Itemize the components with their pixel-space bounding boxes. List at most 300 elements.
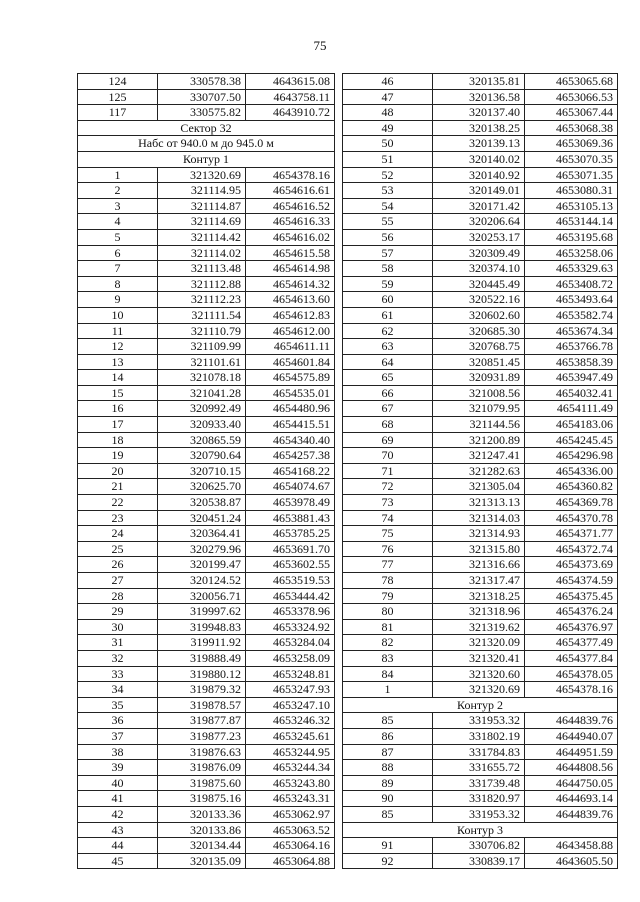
y-coordinate-cell: 4653245.61 — [246, 728, 335, 744]
x-coordinate-cell: 320710.15 — [158, 463, 246, 479]
y-coordinate-cell: 4653766.78 — [525, 339, 618, 355]
table-row — [343, 541, 618, 557]
point-number-cell: 7 — [78, 261, 158, 277]
y-coordinate-cell: 4653329.63 — [525, 261, 618, 277]
y-coordinate-cell: 4643605.50 — [525, 853, 618, 869]
table-row — [78, 198, 335, 214]
table-row — [78, 105, 335, 121]
x-coordinate-cell: 320206.64 — [433, 214, 525, 230]
table-row — [78, 261, 335, 277]
x-coordinate-cell: 321008.56 — [433, 385, 525, 401]
y-coordinate-cell: 4654616.52 — [246, 198, 335, 214]
table-row — [343, 666, 618, 682]
point-number-cell: 76 — [343, 541, 433, 557]
x-coordinate-cell: 331655.72 — [433, 760, 525, 776]
y-coordinate-cell: 4654616.33 — [246, 214, 335, 230]
y-coordinate-cell: 4644808.56 — [525, 760, 618, 776]
table-row — [343, 728, 618, 744]
point-number-cell: 63 — [343, 339, 433, 355]
x-coordinate-cell: 320625.70 — [158, 479, 246, 495]
y-coordinate-cell: 4653064.16 — [246, 838, 335, 854]
x-coordinate-cell: 321114.95 — [158, 183, 246, 199]
table-row — [78, 167, 335, 183]
x-coordinate-cell: 320149.01 — [433, 183, 525, 199]
table-row — [343, 245, 618, 261]
y-coordinate-cell: 4653243.80 — [246, 775, 335, 791]
section-header: Контур 1 — [78, 151, 335, 167]
x-coordinate-cell: 321320.60 — [433, 666, 525, 682]
table-row — [78, 697, 335, 713]
table-row — [78, 495, 335, 511]
x-coordinate-cell: 320133.36 — [158, 806, 246, 822]
table-row — [343, 775, 618, 791]
y-coordinate-cell: 4654601.84 — [246, 354, 335, 370]
x-coordinate-cell: 320171.42 — [433, 198, 525, 214]
table-row — [78, 541, 335, 557]
point-number-cell: 21 — [78, 479, 158, 495]
point-number-cell: 27 — [78, 573, 158, 589]
point-number-cell: 85 — [343, 713, 433, 729]
point-number-cell: 4 — [78, 214, 158, 230]
x-coordinate-cell: 321320.41 — [433, 650, 525, 666]
y-coordinate-cell: 4653062.97 — [246, 806, 335, 822]
section-header-row — [343, 822, 618, 838]
section-header: Набс от 940.0 м до 945.0 м — [78, 136, 335, 152]
y-coordinate-cell: 4653071.35 — [525, 167, 618, 183]
x-coordinate-cell: 319876.63 — [158, 744, 246, 760]
y-coordinate-cell: 4644839.76 — [525, 713, 618, 729]
point-number-cell: 58 — [343, 261, 433, 277]
x-coordinate-cell: 320364.41 — [158, 526, 246, 542]
y-coordinate-cell: 4653602.55 — [246, 557, 335, 573]
x-coordinate-cell: 320931.89 — [433, 370, 525, 386]
table-row — [343, 791, 618, 807]
point-number-cell: 29 — [78, 604, 158, 620]
y-coordinate-cell: 4654613.60 — [246, 292, 335, 308]
section-header: Контур 3 — [343, 822, 618, 838]
x-coordinate-cell: 321041.28 — [158, 385, 246, 401]
point-number-cell: 26 — [78, 557, 158, 573]
table-row — [343, 370, 618, 386]
table-row — [343, 167, 618, 183]
x-coordinate-cell: 320137.40 — [433, 105, 525, 121]
y-coordinate-cell: 4653065.68 — [525, 74, 618, 90]
point-number-cell: 33 — [78, 666, 158, 682]
x-coordinate-cell: 330707.50 — [158, 89, 246, 105]
table-row — [78, 354, 335, 370]
point-number-cell: 23 — [78, 510, 158, 526]
table-row — [343, 573, 618, 589]
table-row — [343, 510, 618, 526]
x-coordinate-cell: 320865.59 — [158, 432, 246, 448]
y-coordinate-cell: 4653247.10 — [246, 697, 335, 713]
point-number-cell: 10 — [78, 307, 158, 323]
point-number-cell: 77 — [343, 557, 433, 573]
table-row — [78, 245, 335, 261]
point-number-cell: 52 — [343, 167, 433, 183]
point-number-cell: 55 — [343, 214, 433, 230]
y-coordinate-cell: 4653582.74 — [525, 307, 618, 323]
point-number-cell: 78 — [343, 573, 433, 589]
y-coordinate-cell: 4654376.97 — [525, 619, 618, 635]
table-row — [78, 432, 335, 448]
x-coordinate-cell: 321316.66 — [433, 557, 525, 573]
y-coordinate-cell: 4653243.31 — [246, 791, 335, 807]
point-number-cell: 31 — [78, 635, 158, 651]
table-row — [343, 401, 618, 417]
point-number-cell: 48 — [343, 105, 433, 121]
x-coordinate-cell: 320124.52 — [158, 573, 246, 589]
x-coordinate-cell: 320374.10 — [433, 261, 525, 277]
point-number-cell: 50 — [343, 136, 433, 152]
y-coordinate-cell: 4654371.77 — [525, 526, 618, 542]
x-coordinate-cell: 319875.16 — [158, 791, 246, 807]
y-coordinate-cell: 4654575.89 — [246, 370, 335, 386]
point-number-cell: 117 — [78, 105, 158, 121]
point-number-cell: 47 — [343, 89, 433, 105]
y-coordinate-cell: 4653080.31 — [525, 183, 618, 199]
table-row — [78, 588, 335, 604]
y-coordinate-cell: 4653324.92 — [246, 619, 335, 635]
x-coordinate-cell: 321144.56 — [433, 417, 525, 433]
x-coordinate-cell: 330575.82 — [158, 105, 246, 121]
y-coordinate-cell: 4654611.11 — [246, 339, 335, 355]
table-row — [343, 136, 618, 152]
section-header-row — [343, 697, 618, 713]
y-coordinate-cell: 4654612.83 — [246, 307, 335, 323]
point-number-cell: 1 — [343, 682, 433, 698]
x-coordinate-cell: 320933.40 — [158, 417, 246, 433]
x-coordinate-cell: 320851.45 — [433, 354, 525, 370]
y-coordinate-cell: 4654377.84 — [525, 650, 618, 666]
point-number-cell: 87 — [343, 744, 433, 760]
point-number-cell: 67 — [343, 401, 433, 417]
point-number-cell: 3 — [78, 198, 158, 214]
y-coordinate-cell: 4653978.49 — [246, 495, 335, 511]
x-coordinate-cell: 321318.96 — [433, 604, 525, 620]
y-coordinate-cell: 4654372.74 — [525, 541, 618, 557]
point-number-cell: 71 — [343, 463, 433, 479]
x-coordinate-cell: 321114.69 — [158, 214, 246, 230]
point-number-cell: 89 — [343, 775, 433, 791]
point-number-cell: 91 — [343, 838, 433, 854]
y-coordinate-cell: 4654616.02 — [246, 229, 335, 245]
point-number-cell: 56 — [343, 229, 433, 245]
point-number-cell: 72 — [343, 479, 433, 495]
y-coordinate-cell: 4654535.01 — [246, 385, 335, 401]
y-coordinate-cell: 4654378.05 — [525, 666, 618, 682]
table-row — [78, 526, 335, 542]
point-number-cell: 83 — [343, 650, 433, 666]
table-row — [343, 354, 618, 370]
x-coordinate-cell: 319880.12 — [158, 666, 246, 682]
table-row — [343, 198, 618, 214]
x-coordinate-cell: 321320.69 — [433, 682, 525, 698]
table-row — [78, 89, 335, 105]
table-row — [343, 760, 618, 776]
table-row — [343, 604, 618, 620]
x-coordinate-cell: 321078.18 — [158, 370, 246, 386]
y-coordinate-cell: 4653067.44 — [525, 105, 618, 121]
x-coordinate-cell: 331802.19 — [433, 728, 525, 744]
point-number-cell: 125 — [78, 89, 158, 105]
point-number-cell: 11 — [78, 323, 158, 339]
y-coordinate-cell: 4653144.14 — [525, 214, 618, 230]
table-row — [78, 838, 335, 854]
table-row — [343, 635, 618, 651]
x-coordinate-cell: 321114.87 — [158, 198, 246, 214]
point-number-cell: 44 — [78, 838, 158, 854]
y-coordinate-cell: 4654480.96 — [246, 401, 335, 417]
y-coordinate-cell: 4653064.88 — [246, 853, 335, 869]
point-number-cell: 84 — [343, 666, 433, 682]
point-number-cell: 86 — [343, 728, 433, 744]
x-coordinate-cell: 320768.75 — [433, 339, 525, 355]
table-row — [78, 791, 335, 807]
y-coordinate-cell: 4653947.49 — [525, 370, 618, 386]
y-coordinate-cell: 4654612.00 — [246, 323, 335, 339]
y-coordinate-cell: 4653069.36 — [525, 136, 618, 152]
x-coordinate-cell: 319888.49 — [158, 650, 246, 666]
coordinates-table-left — [77, 73, 335, 869]
table-row — [343, 448, 618, 464]
x-coordinate-cell: 320134.44 — [158, 838, 246, 854]
y-coordinate-cell: 4653378.96 — [246, 604, 335, 620]
table-row — [78, 463, 335, 479]
point-number-cell: 73 — [343, 495, 433, 511]
x-coordinate-cell: 320992.49 — [158, 401, 246, 417]
x-coordinate-cell: 331820.97 — [433, 791, 525, 807]
x-coordinate-cell: 320445.49 — [433, 276, 525, 292]
point-number-cell: 6 — [78, 245, 158, 261]
x-coordinate-cell: 321112.88 — [158, 276, 246, 292]
table-row — [78, 853, 335, 869]
point-number-cell: 80 — [343, 604, 433, 620]
y-coordinate-cell: 4654374.59 — [525, 573, 618, 589]
x-coordinate-cell: 321320.09 — [433, 635, 525, 651]
point-number-cell: 13 — [78, 354, 158, 370]
x-coordinate-cell: 321114.02 — [158, 245, 246, 261]
table-row — [78, 276, 335, 292]
x-coordinate-cell: 320253.17 — [433, 229, 525, 245]
x-coordinate-cell: 320279.96 — [158, 541, 246, 557]
table-row — [343, 276, 618, 292]
point-number-cell: 79 — [343, 588, 433, 604]
x-coordinate-cell: 320135.09 — [158, 853, 246, 869]
point-number-cell: 62 — [343, 323, 433, 339]
table-row — [343, 151, 618, 167]
table-row — [343, 120, 618, 136]
point-number-cell: 16 — [78, 401, 158, 417]
x-coordinate-cell: 320135.81 — [433, 74, 525, 90]
y-coordinate-cell: 4653408.72 — [525, 276, 618, 292]
y-coordinate-cell: 4653858.39 — [525, 354, 618, 370]
y-coordinate-cell: 4644693.14 — [525, 791, 618, 807]
y-coordinate-cell: 4653066.53 — [525, 89, 618, 105]
point-number-cell: 41 — [78, 791, 158, 807]
point-number-cell: 36 — [78, 713, 158, 729]
table-row — [343, 526, 618, 542]
y-coordinate-cell: 4653248.81 — [246, 666, 335, 682]
table-row — [78, 650, 335, 666]
y-coordinate-cell: 4654336.00 — [525, 463, 618, 479]
table-row — [78, 385, 335, 401]
table-row — [343, 417, 618, 433]
x-coordinate-cell: 319877.23 — [158, 728, 246, 744]
point-number-cell: 5 — [78, 229, 158, 245]
table-row — [78, 822, 335, 838]
section-header-row — [78, 151, 335, 167]
table-row — [343, 744, 618, 760]
x-coordinate-cell: 321113.48 — [158, 261, 246, 277]
table-row — [343, 650, 618, 666]
table-row — [343, 89, 618, 105]
point-number-cell: 124 — [78, 74, 158, 90]
table-row — [343, 479, 618, 495]
point-number-cell: 18 — [78, 432, 158, 448]
y-coordinate-cell: 4653258.06 — [525, 245, 618, 261]
point-number-cell: 49 — [343, 120, 433, 136]
y-coordinate-cell: 4654369.78 — [525, 495, 618, 511]
y-coordinate-cell: 4654378.16 — [246, 167, 335, 183]
point-number-cell: 53 — [343, 183, 433, 199]
table-row — [343, 307, 618, 323]
table-row — [343, 495, 618, 511]
x-coordinate-cell: 321314.03 — [433, 510, 525, 526]
y-coordinate-cell: 4654415.51 — [246, 417, 335, 433]
y-coordinate-cell: 4654183.06 — [525, 417, 618, 433]
x-coordinate-cell: 320309.49 — [433, 245, 525, 261]
y-coordinate-cell: 4653244.34 — [246, 760, 335, 776]
point-number-cell: 68 — [343, 417, 433, 433]
table-row — [343, 619, 618, 635]
table-row — [343, 682, 618, 698]
table-row — [78, 417, 335, 433]
x-coordinate-cell: 321313.13 — [433, 495, 525, 511]
table-row — [343, 557, 618, 573]
table-row — [78, 604, 335, 620]
x-coordinate-cell: 321305.04 — [433, 479, 525, 495]
y-coordinate-cell: 4653444.42 — [246, 588, 335, 604]
y-coordinate-cell: 4644940.07 — [525, 728, 618, 744]
table-row — [78, 666, 335, 682]
y-coordinate-cell: 4654032.41 — [525, 385, 618, 401]
table-row — [343, 183, 618, 199]
x-coordinate-cell: 321282.63 — [433, 463, 525, 479]
x-coordinate-cell: 331784.83 — [433, 744, 525, 760]
x-coordinate-cell: 321247.41 — [433, 448, 525, 464]
x-coordinate-cell: 320133.86 — [158, 822, 246, 838]
x-coordinate-cell: 320056.71 — [158, 588, 246, 604]
x-coordinate-cell: 320790.64 — [158, 448, 246, 464]
point-number-cell: 74 — [343, 510, 433, 526]
y-coordinate-cell: 4654615.58 — [246, 245, 335, 261]
x-coordinate-cell: 321315.80 — [433, 541, 525, 557]
x-coordinate-cell: 321318.25 — [433, 588, 525, 604]
y-coordinate-cell: 4654375.45 — [525, 588, 618, 604]
point-number-cell: 28 — [78, 588, 158, 604]
x-coordinate-cell: 319876.09 — [158, 760, 246, 776]
y-coordinate-cell: 4653284.04 — [246, 635, 335, 651]
point-number-cell: 37 — [78, 728, 158, 744]
x-coordinate-cell: 320685.30 — [433, 323, 525, 339]
x-coordinate-cell: 320602.60 — [433, 307, 525, 323]
x-coordinate-cell: 321317.47 — [433, 573, 525, 589]
y-coordinate-cell: 4643615.08 — [246, 74, 335, 90]
y-coordinate-cell: 4654614.98 — [246, 261, 335, 277]
x-coordinate-cell: 320522.16 — [433, 292, 525, 308]
y-coordinate-cell: 4653493.64 — [525, 292, 618, 308]
y-coordinate-cell: 4654614.32 — [246, 276, 335, 292]
point-number-cell: 82 — [343, 635, 433, 651]
x-coordinate-cell: 321314.93 — [433, 526, 525, 542]
x-coordinate-cell: 321111.54 — [158, 307, 246, 323]
y-coordinate-cell: 4654168.22 — [246, 463, 335, 479]
point-number-cell: 66 — [343, 385, 433, 401]
x-coordinate-cell: 319875.60 — [158, 775, 246, 791]
point-number-cell: 1 — [78, 167, 158, 183]
y-coordinate-cell: 4653785.25 — [246, 526, 335, 542]
table-row — [78, 214, 335, 230]
x-coordinate-cell: 320199.47 — [158, 557, 246, 573]
x-coordinate-cell: 319879.32 — [158, 682, 246, 698]
table-row — [78, 307, 335, 323]
table-row — [78, 370, 335, 386]
point-number-cell: 92 — [343, 853, 433, 869]
point-number-cell: 54 — [343, 198, 433, 214]
point-number-cell: 46 — [343, 74, 433, 90]
point-number-cell: 19 — [78, 448, 158, 464]
y-coordinate-cell: 4653674.34 — [525, 323, 618, 339]
table-row — [78, 744, 335, 760]
section-header-row — [78, 120, 335, 136]
table-row — [343, 385, 618, 401]
table-row — [78, 760, 335, 776]
table-row — [343, 853, 618, 869]
point-number-cell: 25 — [78, 541, 158, 557]
y-coordinate-cell: 4654377.49 — [525, 635, 618, 651]
table-row — [78, 183, 335, 199]
table-row — [343, 339, 618, 355]
y-coordinate-cell: 4653063.52 — [246, 822, 335, 838]
point-number-cell: 51 — [343, 151, 433, 167]
point-number-cell: 22 — [78, 495, 158, 511]
table-row — [343, 214, 618, 230]
section-header-row — [78, 136, 335, 152]
point-number-cell: 34 — [78, 682, 158, 698]
point-number-cell: 24 — [78, 526, 158, 542]
x-coordinate-cell: 321114.42 — [158, 229, 246, 245]
x-coordinate-cell: 331953.32 — [433, 713, 525, 729]
y-coordinate-cell: 4654360.82 — [525, 479, 618, 495]
point-number-cell: 35 — [78, 697, 158, 713]
point-number-cell: 59 — [343, 276, 433, 292]
x-coordinate-cell: 331953.32 — [433, 806, 525, 822]
x-coordinate-cell: 319877.87 — [158, 713, 246, 729]
x-coordinate-cell: 319911.92 — [158, 635, 246, 651]
point-number-cell: 32 — [78, 650, 158, 666]
table-row — [78, 682, 335, 698]
y-coordinate-cell: 4653195.68 — [525, 229, 618, 245]
table-row — [343, 105, 618, 121]
x-coordinate-cell: 330839.17 — [433, 853, 525, 869]
y-coordinate-cell: 4653258.09 — [246, 650, 335, 666]
point-number-cell: 12 — [78, 339, 158, 355]
x-coordinate-cell: 320139.13 — [433, 136, 525, 152]
y-coordinate-cell: 4654373.69 — [525, 557, 618, 573]
table-row — [343, 713, 618, 729]
page-number: 75 — [313, 38, 327, 53]
